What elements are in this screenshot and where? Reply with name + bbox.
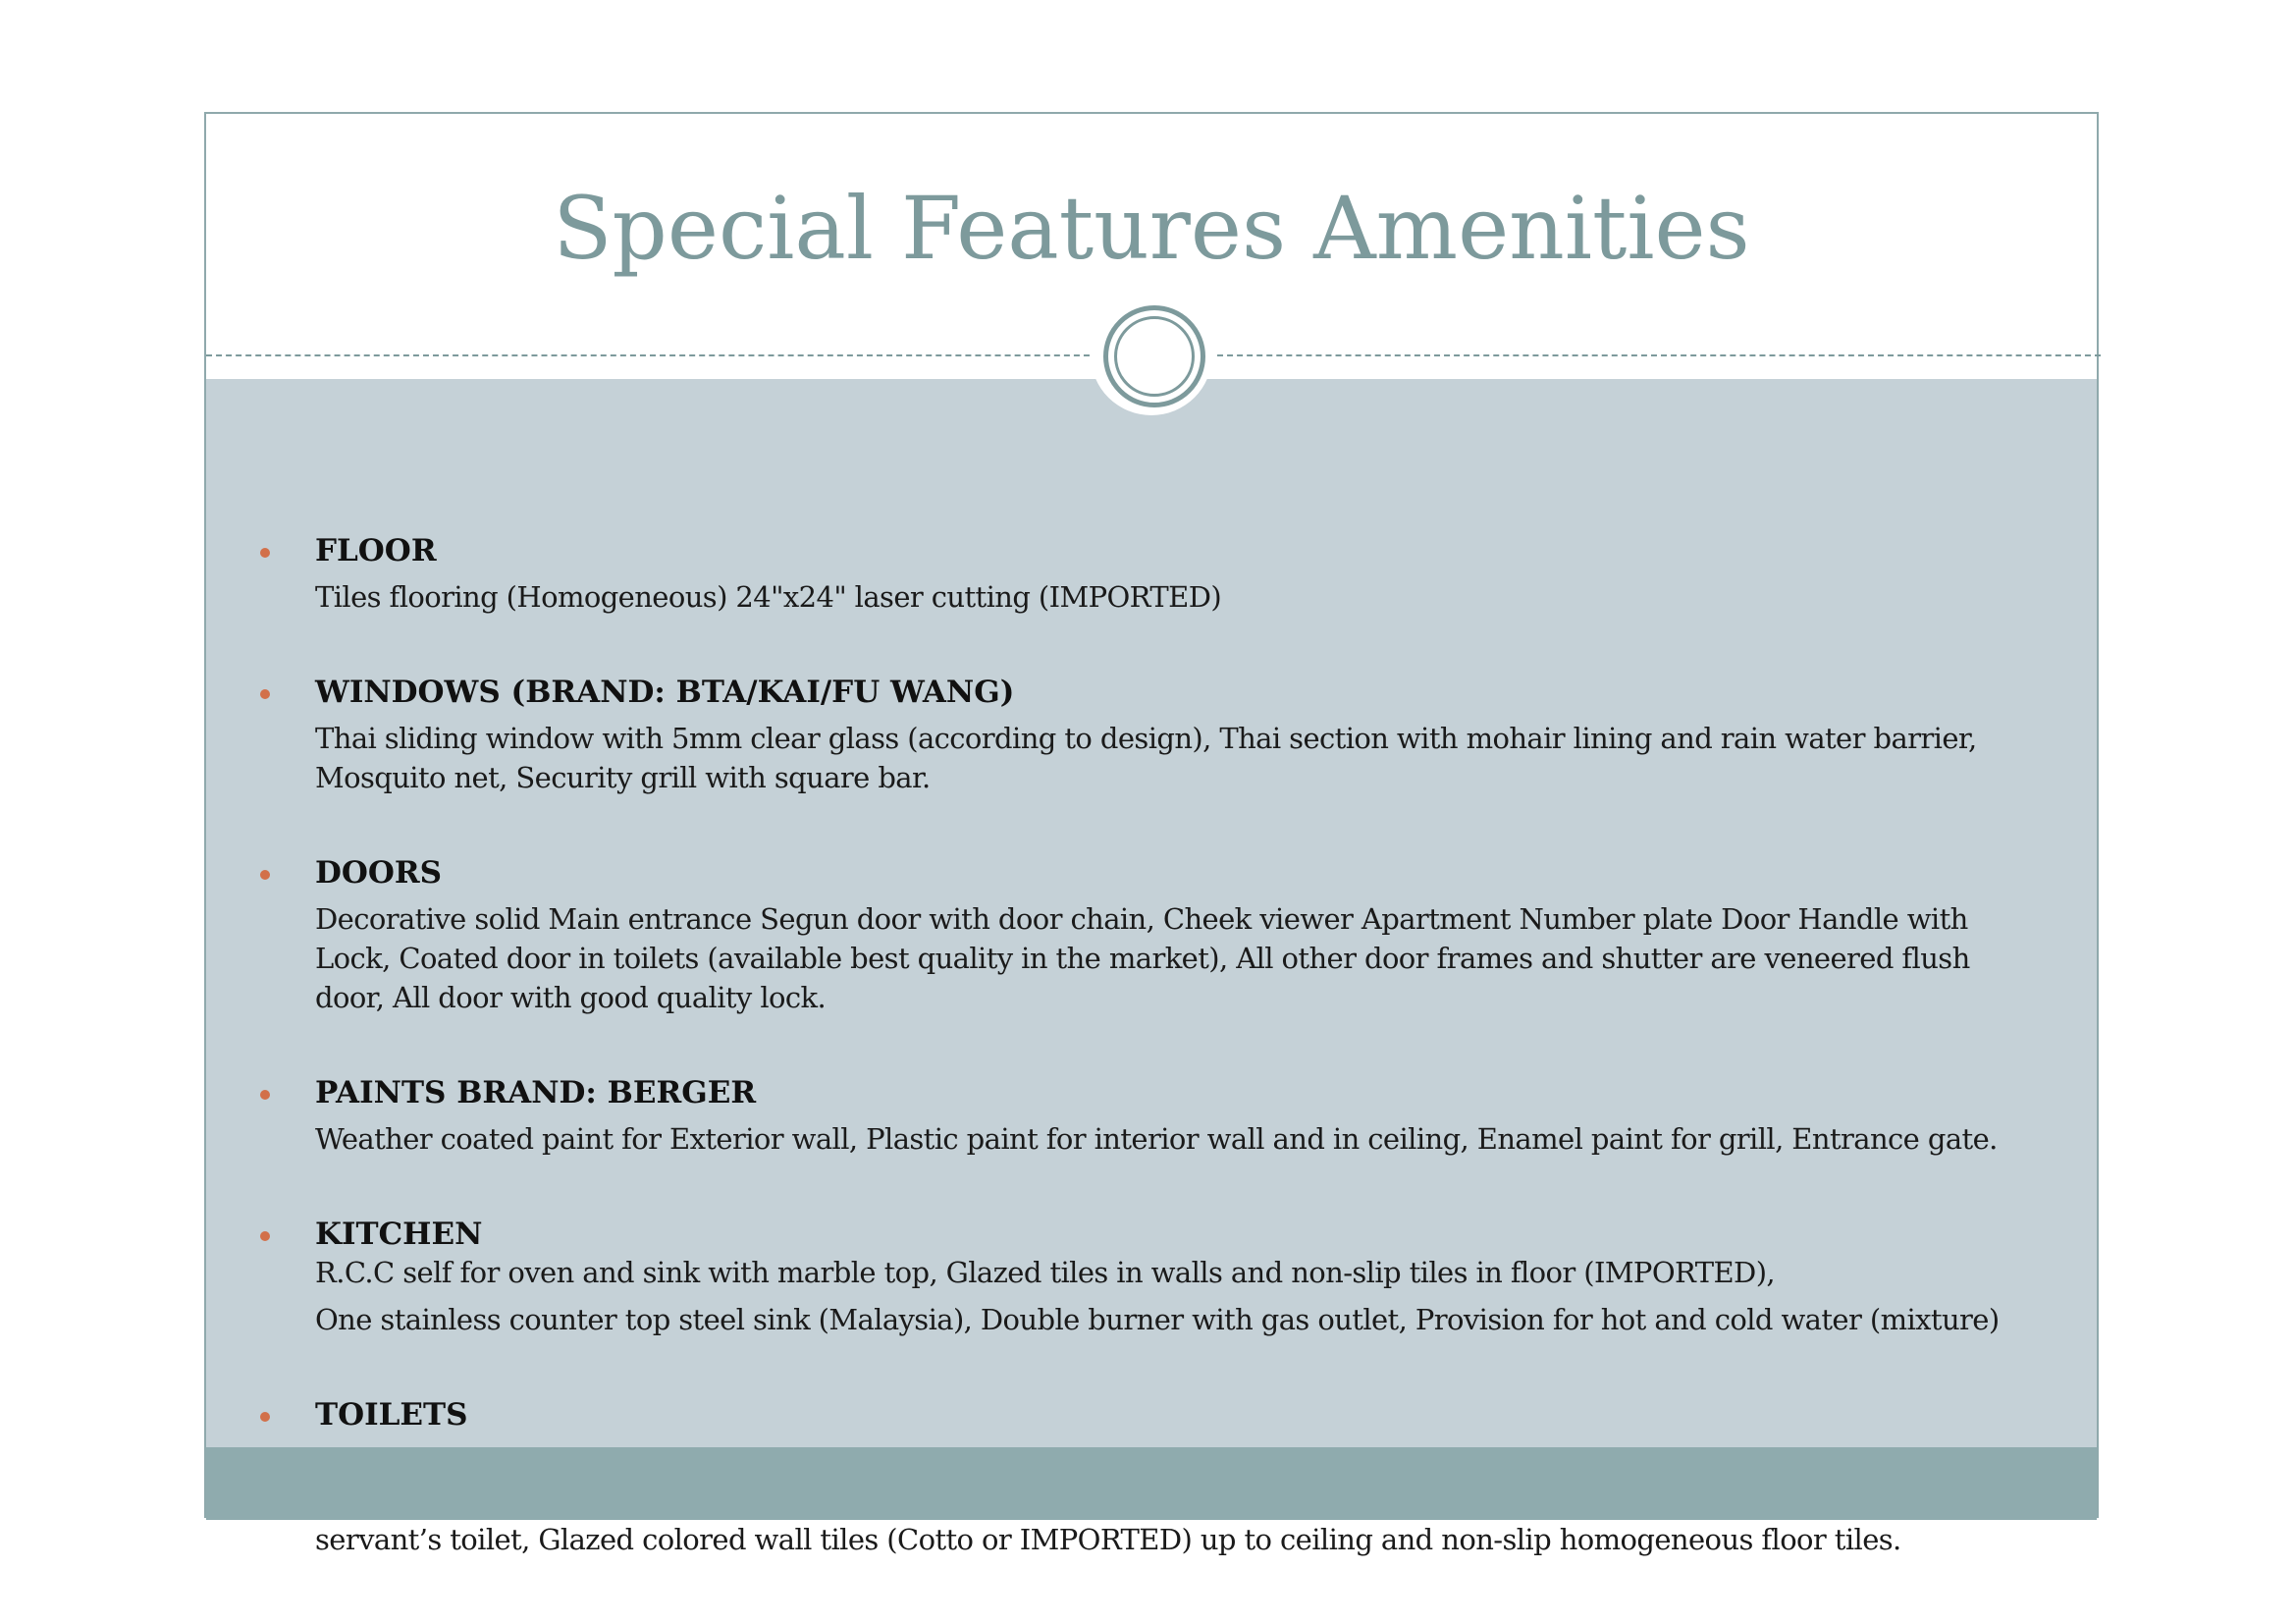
bullet-icon [260, 870, 270, 880]
ring-icon-inner [1114, 316, 1195, 397]
page-title: Special Features Amenities [553, 178, 1750, 279]
footer-bar [206, 1447, 2097, 1520]
item-description [315, 719, 2072, 797]
description-line: servant’s toilet, Glazed colored wall tiles (Cotto or IMPORTED) up to ceiling and non-slip homogeneous floor tiles. [315, 1523, 1901, 1556]
description-line: Mosquito net, Security grill with square bar. [315, 761, 931, 794]
bullet-icon [260, 1231, 270, 1241]
content-area [206, 379, 2097, 1556]
description-line: R.C.C self for oven and sink with marble top, Glazed tiles in walls and non-slip tiles in floor (IMPORTED), [315, 1256, 1776, 1289]
item-heading: DOORS [315, 855, 443, 891]
bullet-icon [260, 1412, 270, 1422]
description-line: One stainless counter top steel sink (Malaysia), Double burner with gas outlet, Provision for hot and cold water (mixture) [315, 1303, 2000, 1336]
description-line: Decorative solid Main entrance Segun door with door chain, Cheek viewer Apartment Number plate Door Handle with [315, 902, 1968, 936]
description-line: Weather coated paint for Exterior wall, Plastic paint for interior wall and in ceiling, Enamel paint for grill, Entrance gate. [315, 1122, 1998, 1156]
description-line: Tiles flooring (Homogeneous) 24"x24" laser cutting (IMPORTED) [315, 580, 1222, 614]
title-divider-left [206, 354, 1099, 356]
bullet-icon [260, 1090, 270, 1100]
item-heading: WINDOWS (BRAND: BTA/KAI/FU WANG) [315, 675, 1015, 710]
item-heading: KITCHEN [315, 1217, 483, 1252]
item-heading: TOILETS [315, 1397, 468, 1433]
item-description [315, 1253, 2072, 1339]
bullet-icon [260, 548, 270, 558]
item-description [315, 1119, 2072, 1159]
item-description [315, 577, 2072, 617]
description-line: Thai sliding window with 5mm clear glass (according to design), Thai section with mohair lining and rain water barrier, [315, 722, 1977, 755]
slide [204, 112, 2099, 1556]
item-heading: FLOOR [315, 533, 437, 568]
item-description [315, 899, 2072, 1017]
title-divider-right [1217, 354, 2101, 356]
description-line: door, All door with good quality lock. [315, 981, 827, 1014]
bullet-icon [260, 689, 270, 699]
item-heading: PAINTS BRAND: BERGER [315, 1075, 757, 1110]
description-line: Lock, Coated door in toilets (available best quality in the market), All other door frames and shutter are veneered flush [315, 942, 1970, 975]
